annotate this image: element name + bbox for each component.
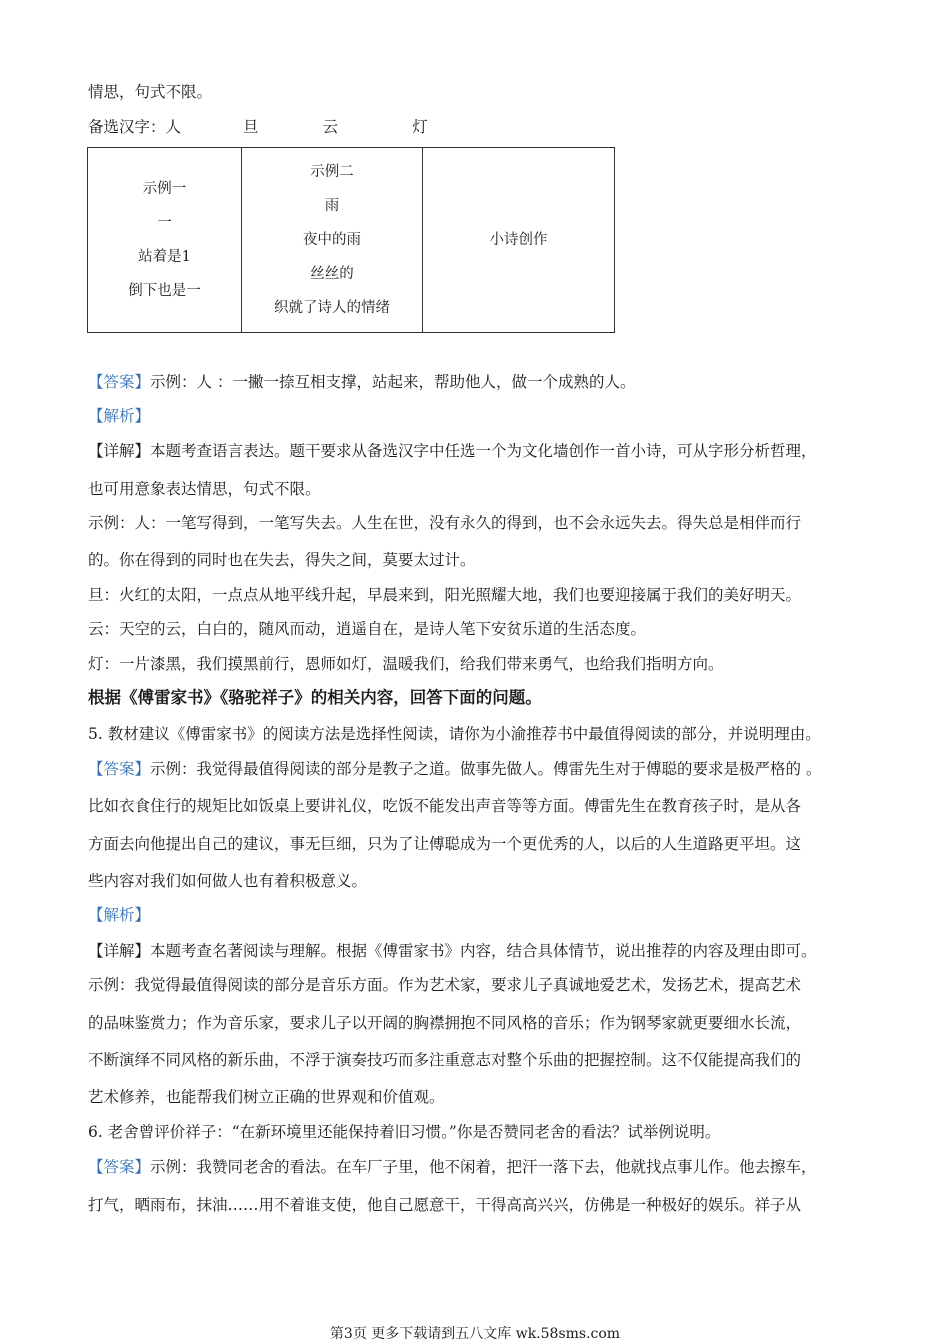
example-two-line: 丝丝的: [310, 266, 354, 282]
q6-answer: [88, 1156, 817, 1178]
candidate-label: 备选汉字：: [88, 118, 166, 136]
q5-detail-line: 不断演绎不同风格的新乐曲，不浮于演奏技巧而多注重意志对整个乐曲的把握控制。这不仅能提高我们的: [88, 1051, 802, 1069]
q5-answer-line: 些内容对我们如何做人也有着积极意义。: [88, 872, 368, 890]
answer-tag: 【答案】: [88, 1158, 151, 1176]
q5-question: 5. 教材建议《傅雷家书》的阅读方法是选择性阅读，请你为小渝推荐书中最值得阅读的部分，并说明理由。: [88, 725, 821, 743]
candidate-char: 灯: [412, 118, 428, 136]
example-one-cell: [88, 148, 242, 333]
q5-detail: [88, 940, 817, 962]
detail-text: 本题考查语言表达。题干要求从备选汉字中任选一个为文化墙创作一首小诗，可从字形分析哲理，: [150, 442, 817, 460]
candidate-char: 人: [165, 118, 182, 136]
q5-answer-line: 方面去向他提出自己的建议，事无巨细，只为了让傅聪成为一个更优秀的人，以后的人生道路更平坦。这: [88, 835, 802, 853]
q4-answer: [88, 371, 635, 393]
answer-tag: 【答案】: [88, 373, 151, 391]
q6-answer-line: 打气，晒雨布，抹油……用不着谁支使，他自己愿意干，干得高高兴兴，仿佛是一种极好的娱乐。祥子从: [88, 1196, 802, 1214]
candidate-chars: [88, 116, 428, 138]
answer-text: 示例：我觉得最值得阅读的部分是教子之道。做事先做人。傅雷先生对于傅聪的要求是极严格的 。: [150, 760, 822, 778]
answer-text: 示例：人 ：一撇一捺互相支撑，站起来，帮助他人，做一个成熟的人。: [150, 373, 636, 391]
poem-creation-cell: 小诗创作: [423, 148, 615, 333]
q4-analysis-tag: 【解析】: [88, 407, 151, 425]
examples-table: [87, 147, 615, 333]
example-two-line: 夜中的雨: [303, 232, 361, 248]
example-one-line: 一: [157, 215, 172, 231]
candidate-char: 云: [322, 118, 339, 136]
q4-detail: [88, 440, 817, 462]
example-two-line: 织就了诗人的情绪: [274, 300, 390, 316]
q4-detail-line: 也可用意象表达情思，句式不限。: [88, 480, 321, 498]
q5-detail-line: 艺术修养，也能帮我们树立正确的世界观和价值观。: [88, 1088, 445, 1106]
candidate-char: 旦: [243, 118, 259, 136]
page-footer: 第3页 更多下载请到五八文库 wk.58sms.com: [329, 1326, 621, 1342]
answer-tag: 【答案】: [88, 760, 151, 778]
q6-question: 6. 老舍曾评价祥子：“在新环境里还能保持着旧习惯。”你是否赞同老舍的看法？试举例说明。: [88, 1123, 721, 1141]
example-two-line: 示例二: [310, 164, 354, 180]
intro-tail: 情思，句式不限。: [88, 83, 213, 101]
section-heading: 根据《傅雷家书》《骆驼祥子》的相关内容，回答下面的问题。: [88, 688, 542, 707]
q4-detail-line: 示例：人：一笔写得到，一笔写失去。人生在世，没有永久的得到，也不会永远失去。得失总是相伴而行: [88, 514, 802, 532]
example-one-line: 倒下也是一: [128, 283, 201, 299]
answer-text: 示例：我赞同老舍的看法。在车厂子里，他不闲着，把汗一落下去，他就找点事儿作。他去擦车，: [150, 1158, 817, 1176]
q4-detail-line: 的。你在得到的同时也在失去，得失之间，莫要太过计。: [88, 551, 476, 569]
q5-analysis-tag: 【解析】: [88, 906, 151, 924]
q4-detail-line: 云：天空的云，白白的，随风而动，逍遥自在，是诗人笔下安贫乐道的生活态度。: [88, 620, 647, 638]
q4-detail-line: 灯：一片漆黑，我们摸黑前行，恩师如灯，温暖我们，给我们带来勇气，也给我们指明方向。: [88, 655, 724, 673]
q5-answer-line: 比如衣食住行的规矩比如饭桌上要讲礼仪，吃饭不能发出声音等等方面。傅雷先生在教育孩子时，是从各: [88, 797, 802, 815]
example-two-line: 雨: [324, 198, 340, 214]
q5-detail-line: 示例：我觉得最值得阅读的部分是音乐方面。作为艺术家，要求儿子真诚地爱艺术，发扬艺术，提高艺术: [88, 976, 802, 994]
example-one-line: 站着是1: [138, 249, 191, 265]
q4-detail-line: 旦：火红的太阳，一点点从地平线升起，早晨来到，阳光照耀大地，我们也要迎接属于我们的美好明天。: [88, 586, 802, 604]
detail-tag: 【详解】: [88, 442, 151, 460]
detail-tag: 【详解】: [88, 942, 151, 960]
detail-text: 本题考查名著阅读与理解。根据《傅雷家书》内容，结合具体情节，说出推荐的内容及理由即可。: [150, 942, 817, 960]
q5-answer: [88, 758, 821, 780]
q5-detail-line: 的品味鉴赏力；作为音乐家，要求儿子以开阔的胸襟拥抱不同风格的音乐；作为钢琴家就更要细水长流，: [88, 1014, 802, 1032]
example-one-line: 示例一: [142, 181, 187, 197]
example-two-cell: [242, 148, 423, 333]
